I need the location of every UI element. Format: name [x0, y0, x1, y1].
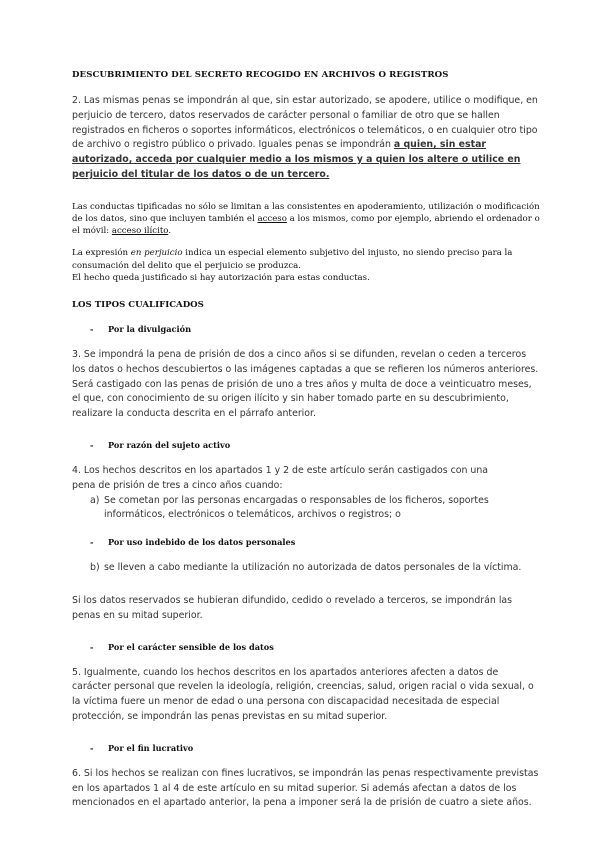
subheading-label: Por razón del sujeto activo: [108, 439, 231, 450]
paragraph-2-text: 2. Las mismas penas se impondrán al que, sin estar autorizado, se apodere, utilice o modifique, en perjuicio de tercero, datos reservados de carácter personal o familiar de otro que se hallen registrados en ficheros o soportes informáticos, electrónicos o telemáticos, o en cualquier otro tipo de archivo o registro público o privado. Iguales penas se impondrán: [72, 95, 538, 151]
list-text-b: se lleven a cabo mediante la utilización no autorizada de datos personales de la víctima.: [104, 562, 522, 574]
paragraph-2: [72, 94, 540, 183]
subheading-caracter-sensible: [72, 642, 540, 652]
justificacion-line: El hecho queda justificado si hay autorización para estas conductas.: [72, 272, 370, 283]
paragraph-4-line-1: 4. Los hechos descritos en los apartados 1 y 2 de este artículo serán castigados con una: [72, 464, 489, 476]
list-text-a: Se cometan por las personas encargadas o responsables de los ficheros, soportes informáticos, electrónicos o telemáticos, archivos o registros; o: [104, 494, 489, 521]
subheading-label: Por el fin lucrativo: [108, 742, 194, 753]
subheading-divulgacion: [72, 324, 540, 334]
bullet-dash: -: [90, 324, 94, 334]
link-acceso-ilicito[interactable]: acceso ilícito: [111, 226, 169, 237]
subheading-uso-indebido: [72, 537, 540, 547]
section-heading-tipos: LOS TIPOS CUALIFICADOS: [72, 300, 204, 310]
list-marker-b: b): [90, 562, 100, 574]
expresion-italic: en perjuicio: [130, 248, 183, 259]
bullet-dash: -: [90, 641, 94, 652]
link-acceso[interactable]: acceso: [257, 213, 287, 224]
subheading-label: Por el carácter sensible de los datos: [108, 641, 274, 652]
list-marker-a: a): [90, 494, 100, 506]
bullet-dash: -: [90, 537, 94, 548]
subheading-fin-lucrativo: [72, 743, 540, 753]
list-item-b: [72, 561, 540, 576]
conductas-paragraph: [72, 201, 540, 238]
paragraph-5: 5. Igualmente, cuando los hechos descritos en los apartados anteriores afecten a datos de carácter personal que revelen la ideología, religión, creencias, salud, origen racial o vida sexual, o la víctima fuere un menor de edad o una persona con discapacidad necesitada de especial protección, se impondrán las penas previstas en su mitad superior.: [72, 666, 534, 722]
paragraph-2-emphasis: a quien, sin estar autorizado, acceda por cualquier medio a los mismos y a quien los altere o utilice en perjuicio del titular de los datos o de un tercero.: [72, 139, 521, 180]
subheading-label: Por uso indebido de los datos personales: [108, 537, 296, 548]
expresion-text-end: indica un especial elemento subjetivo del injusto, no siendo preciso para la consumación del delito que el perjuicio se produzca.: [72, 248, 513, 271]
expresion-text: La expresión: [72, 248, 131, 259]
bullet-dash: -: [90, 742, 94, 753]
paragraph-3: 3. Se impondrá la pena de prisión de dos a cinco años si se difunden, revelan o ceden a terceros los datos o hechos descubiertos o las imágenes captadas a que se refieren los números anteriores. Será castigado con las penas de prisión de uno a tres años y multa de doce a veinticuatro meses, el que, con conocimiento de su origen ilícito y sin haber tomado parte en su descubrimiento, realizare la conducta descrita en el párrafo anterior.: [72, 349, 539, 420]
bullet-dash: -: [90, 439, 94, 450]
conductas-text-middle: a los mismos, como por ejemplo, abriendo el ordenador o el móvil:: [72, 213, 540, 237]
subheading-sujeto-activo: [72, 440, 540, 450]
paragraph-6: 6. Si los hechos se realizan con fines lucrativos, se impondrán las penas respectivamente previstas en los apartados 1 al 4 de este artículo en su mitad superior. Si además afectan a datos de los mencionados en el apartado anterior, la pena a imponer será la de prisión de cuatro a siete años.: [72, 767, 539, 809]
list-item-a: [72, 494, 540, 524]
conductas-text-end: .: [168, 226, 172, 237]
subheading-label: Por la divulgación: [108, 324, 192, 334]
paragraph-difundido: Si los datos reservados se hubieran difundido, cedido o revelado a terceros, se impondrán las penas en su mitad superior.: [72, 594, 513, 621]
conductas-text: Las conductas tipificadas no sólo se limitan a las consistentes en apoderamiento, utilización o modificación de los datos, sino que incluyen también el: [72, 201, 540, 224]
expresion-paragraph: [72, 247, 540, 271]
paragraph-4-line-2: pena de prisión de tres a cinco años cuando:: [72, 479, 283, 491]
page-title: DESCUBRIMIENTO DEL SECRETO RECOGIDO EN ARCHIVOS O REGISTROS: [72, 70, 449, 80]
